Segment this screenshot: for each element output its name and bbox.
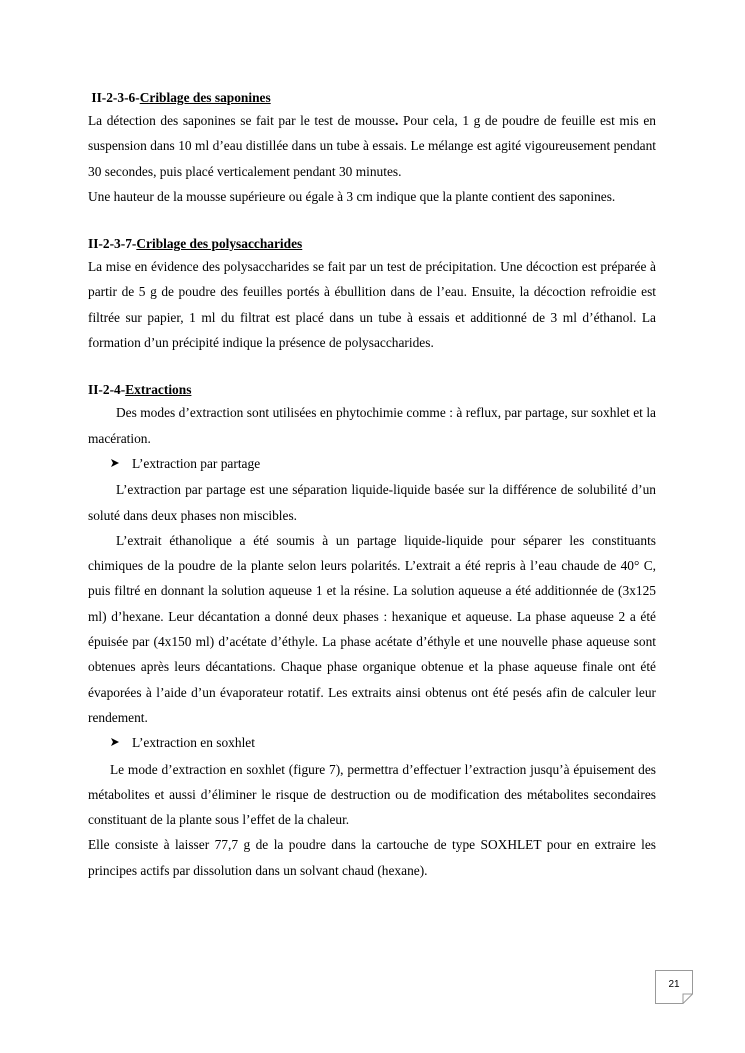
heading-saponines <box>88 88 656 108</box>
paragraph: Elle consiste à laisser 77,7 g de la poudre dans la cartouche de type SOXHLET pour en extraire les principes actifs par dissolution dans un solvant chaud (hexane). <box>88 837 656 878</box>
heading-title: Extractions <box>125 382 192 398</box>
heading-number: II-2-3-6- <box>91 90 140 105</box>
heading-extractions <box>88 380 656 400</box>
bullet-item <box>88 730 656 756</box>
paragraph: La mise en évidence des polysaccharides se fait par un test de précipitation. Une décoction est préparée à partir de 5 g de poudre des feuilles portés à ébullition dans de l’eau. Ensuite, la décoction refroidie est filtrée sur papier, 1 ml du filtrat est placé dans un tube à essais et additionné de 3 ml d’éthanol. La formation d’un précipité indique la présence de polysaccharides. <box>88 259 656 351</box>
paragraph: Des modes d’extraction sont utilisées en phytochimie comme : à reflux, par partage, sur soxhlet et la macération. <box>88 405 656 446</box>
paragraph-text: Pour cela, 1 g de poudre de feuille est mis en suspension dans 10 ml d’eau distillée dans un tube à essais. Le mélange est agité vigoureusement pendant 30 secondes, puis placé verticalement pendant 30 minutes. <box>88 113 656 179</box>
heading-polysaccharides <box>88 234 656 254</box>
spacer <box>88 355 656 380</box>
paragraph: Une hauteur de la mousse supérieure ou égale à 3 cm indique que la plante contient des saponines. <box>88 188 616 204</box>
arrow-bullet-icon <box>110 452 132 477</box>
heading-title: Criblage des saponines <box>139 90 271 105</box>
paragraph: L’extraction par partage est une séparation liquide-liquide basée sur la différence de solubilité d’un soluté dans deux phases non miscibles. <box>88 482 656 523</box>
bullet-text: L’extraction en soxhlet <box>132 735 255 751</box>
paragraph: L’extrait éthanolique a été soumis à un partage liquide-liquide pour séparer les constituants chimiques de la poudre de la plante selon leurs polarités. L’extrait a été repris à l’eau chaude de 40° C, puis filtré en donnant la solution aqueuse 1 et la résine. La solution aqueuse a été additionnée de (3x125 ml) d’hexane. Leur décantation a donné deux phases : hexanique et aqueuse. La phase aqueuse 2 a été épuisée par (4x150 ml) d’acétate d’éthyle. La phase acétate d’éthyle et une nouvelle phase aqueuse sont obtenues après leurs décantations. Chaque phase organique obtenue et la phase aqueuse finale ont été évaporées à l’aide d’un évaporateur rotatif. Les extraits ainsi obtenus ont été pesés afin de calculer leur rendement. <box>88 532 656 725</box>
paragraph <box>88 108 656 184</box>
paragraph: Le mode d’extraction en soxhlet (figure 7), permettra d’effectuer l’extraction jusqu’à épuisement des métabolites et aussi d’éliminer le risque de destruction ou de modification des métabolites secondaires constituant de la plante sous l’effet de la chaleur. <box>88 761 656 828</box>
heading-title: Criblage des polysaccharides <box>136 236 303 252</box>
paragraph-text: La détection des saponines se fait par le test de mousse <box>88 113 395 128</box>
document-page <box>88 88 656 883</box>
heading-number: II-2-4- <box>88 382 126 398</box>
spacer <box>88 209 656 234</box>
page-number: 21 <box>668 979 680 990</box>
paragraph-text: . <box>394 113 399 128</box>
arrow-bullet-icon <box>110 731 132 756</box>
bullet-text: L’extraction par partage <box>132 455 261 471</box>
page-number-box <box>655 970 693 1004</box>
bullet-item <box>88 451 656 477</box>
heading-number: II-2-3-7- <box>88 236 137 252</box>
